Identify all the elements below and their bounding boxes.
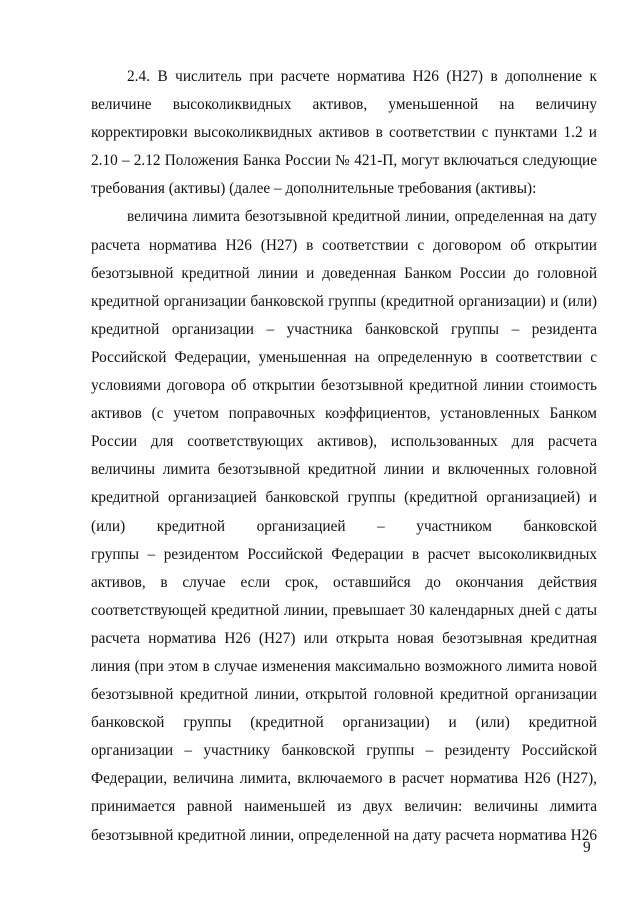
paragraph-2-line-3: безотзывной кредитной линии и доведенная Банком России до головной [91, 264, 597, 282]
paragraph-1-line-5: требования (активы) (далее – дополнительные требования (активы): [91, 180, 537, 198]
paragraph-1-line-1: 2.4. В числитель при расчете норматива Н26 (Н27) в дополнение к [127, 68, 597, 85]
paragraph-2-line-1: величина лимита безотзывной кредитной линии, определенная на дату [127, 208, 597, 226]
paragraph-1-line-4: 2.10 – 2.12 Положения Банка России № 421-П, могут включаться следующие [91, 152, 597, 170]
paragraph-2-line-17: линия (при этом в случае изменения максимально возможного лимита новой [91, 657, 597, 675]
paragraph-1-line-2: величине высоколиквидных активов, уменьшенной на величину [91, 96, 597, 114]
paragraph-2-line-7: условиями договора об открытии безотзывной кредитной линии стоимость [91, 377, 597, 395]
page-number: 9 [583, 839, 591, 856]
paragraph-2-line-14: активов, в случае если срок, оставшийся до окончания действия [91, 573, 597, 591]
paragraph-2-line-22: принимается равной наименьшей из двух величин: величины лимита [91, 798, 597, 816]
paragraph-2-line-9: России для соответствующих активов), использованных для расчета [91, 433, 597, 451]
paragraph-2-line-21: Федерации, величина лимита, включаемого в расчет норматива Н26 (Н27), [91, 770, 597, 788]
paragraph-1-line-3: корректировки высоколиквидных активов в соответствии с пунктами 1.2 и [91, 124, 597, 142]
paragraph-2-line-12: (или) кредитной организацией – участником банковской [91, 517, 597, 535]
paragraph-2-line-19: банковской группы (кредитной организации) и (или) кредитной [91, 714, 597, 732]
body-text [91, 63, 597, 850]
paragraph-2-line-20: организации – участнику банковской группы – резиденту Российской [91, 742, 597, 760]
paragraph-2-line-4: кредитной организации банковской группы (кредитной организации) и (или) [91, 292, 597, 310]
paragraph-2-line-5: кредитной организации – участника банковской группы – резидента [91, 320, 597, 338]
paragraph-2-line-6: Российской Федерации, уменьшенная на определенную в соответствии с [91, 348, 597, 366]
paragraph-2-line-10: величины лимита безотзывной кредитной линии и включенных головной [91, 461, 597, 479]
paragraph-2-line-13: группы – резидентом Российской Федерации в расчет высоколиквидных [91, 545, 597, 563]
paragraph-2-line-23: безотзывной кредитной линии, определенной на дату расчета норматива Н26 [91, 826, 597, 844]
paragraph-2-line-16: расчета норматива Н26 (Н27) или открыта новая безотзывная кредитная [91, 629, 597, 647]
paragraph-2-line-15: соответствующей кредитной линии, превышает 30 календарных дней с даты [91, 601, 597, 619]
paragraph-2-line-2: расчета норматива Н26 (Н27) в соответствии с договором об открытии [91, 236, 597, 254]
paragraph-2-line-18: безотзывной кредитной линии, открытой головной кредитной организации [91, 686, 597, 704]
paragraph-2-line-8: активов (с учетом поправочных коэффициентов, установленных Банком [91, 405, 597, 423]
paragraph-2-line-11: кредитной организацией банковской группы (кредитной организацией) и [91, 489, 597, 507]
